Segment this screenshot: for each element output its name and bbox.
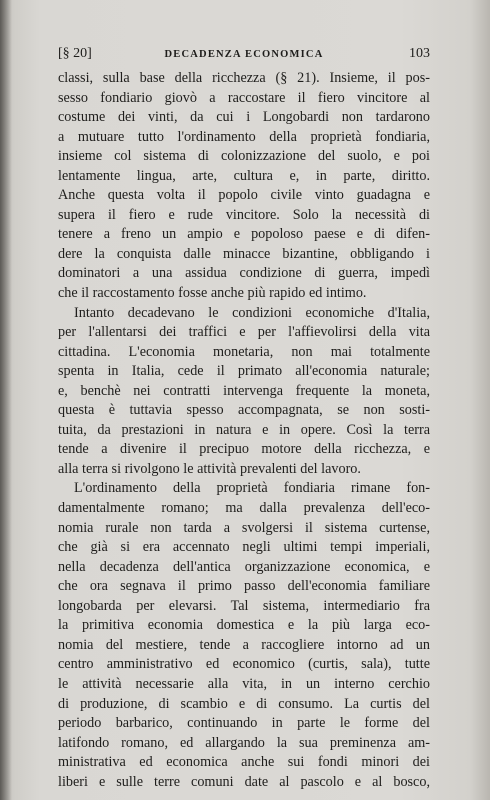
- text-line: questa è tuttavia spesso accompagnata, se non sosti-: [58, 402, 430, 419]
- text-line: per l'allentarsi dei traffici e per l'affievolirsi della vita: [58, 324, 430, 341]
- text-line: latifondo romano, ed allargando la sua preminenza am-: [58, 734, 430, 751]
- text-line: che già si era accennato negli ultimi tempi imperiali,: [58, 539, 430, 556]
- text-line: spenta in Italia, cede il primato all'economia naturale;: [58, 363, 430, 380]
- text-line: insieme col sistema di colonizzazione del suolo, e poi: [58, 148, 430, 165]
- text-line: nella decadenza dell'antica organizzazione economica, e: [58, 558, 430, 575]
- text-line: tuita, da prestazioni in natura e in opere. Così la terra: [58, 421, 430, 438]
- text-line: Anche questa volta il popolo civile vinto guadagna e: [58, 187, 430, 204]
- text-line: la primitiva economia domestica e la più larga eco-: [58, 617, 430, 634]
- text-line: periodo barbarico, continuando in parte le forme del: [58, 715, 430, 732]
- text-line: tende a divenire il precipuo motore della ricchezza, e: [58, 441, 430, 458]
- text-line: nomia rurale non tarda a svolgersi il sistema curtense,: [58, 519, 430, 536]
- text-line: classi, sulla base della ricchezza (§ 21). Insieme, il pos-: [58, 70, 430, 86]
- text-line: supera il fiero e rude vincitore. Solo la necessità di: [58, 206, 430, 223]
- text-line: liberi e sulle terre comuni date al pascolo e al bosco,: [58, 773, 430, 790]
- text-line: e, benchè nei contratti intervenga frequente la moneta,: [58, 382, 430, 399]
- text-line: damentalmente romano; ma dalla prevalenza dell'eco-: [58, 500, 430, 517]
- text-line: a mutuare tutto l'ordinamento della proprietà fondiaria,: [58, 128, 430, 145]
- spine-shadow: [0, 0, 12, 800]
- text-line: di produzione, di scambio e di consumo. La curtis del: [58, 695, 430, 712]
- text-line: dere la conquista dalle minacce bizantine, obbligando i: [58, 245, 430, 262]
- text-line: centro amministrativo ed economico (curtis, sala), tutte: [58, 656, 430, 673]
- text-line: che ora segnava il primo passo dell'economia familiare: [58, 578, 430, 595]
- text-line: L'ordinamento della proprietà fondiaria rimane fon-: [74, 480, 430, 497]
- text-line: tenere a freno un ampio e popoloso paese e di difen-: [58, 226, 430, 243]
- text-line: lentamente lingua, arte, cultura e, in parte, diritto.: [58, 167, 430, 184]
- text-line: le attività necessarie alla vita, in un interno cerchio: [58, 675, 430, 692]
- page-number: 103: [409, 46, 430, 61]
- text-line: nomia del mestiere, tende a raccogliere intorno ad un: [58, 636, 430, 653]
- text-line: sesso fondiario giovò a raccostare il fiero vincitore al: [58, 89, 430, 106]
- text-line: Intanto decadevano le condizioni economiche d'Italia,: [74, 304, 430, 321]
- section-reference: [§ 20]: [58, 46, 92, 61]
- text-line: cittadina. L'economia monetaria, non mai totalmente: [58, 343, 430, 360]
- text-line: che il raccostamento fosse anche più rapido ed intimo.: [58, 285, 367, 302]
- text-line: alla terra si rivolgono le attività prevalenti del lavoro.: [58, 460, 361, 477]
- running-header: [58, 46, 430, 64]
- text-line: longobarda per elevarsi. Tal sistema, intermediario fra: [58, 597, 430, 614]
- text-line: costume dei vinti, da cui i Longobardi non tardarono: [58, 109, 430, 126]
- body-text: [58, 69, 430, 792]
- running-title: DECADENZA ECONOMICA: [164, 49, 324, 60]
- text-line: ministrativa ed economica anche sui fondi minori dei: [58, 754, 430, 771]
- text-line: dominatori a una assidua condizione di guerra, impedì: [58, 265, 430, 282]
